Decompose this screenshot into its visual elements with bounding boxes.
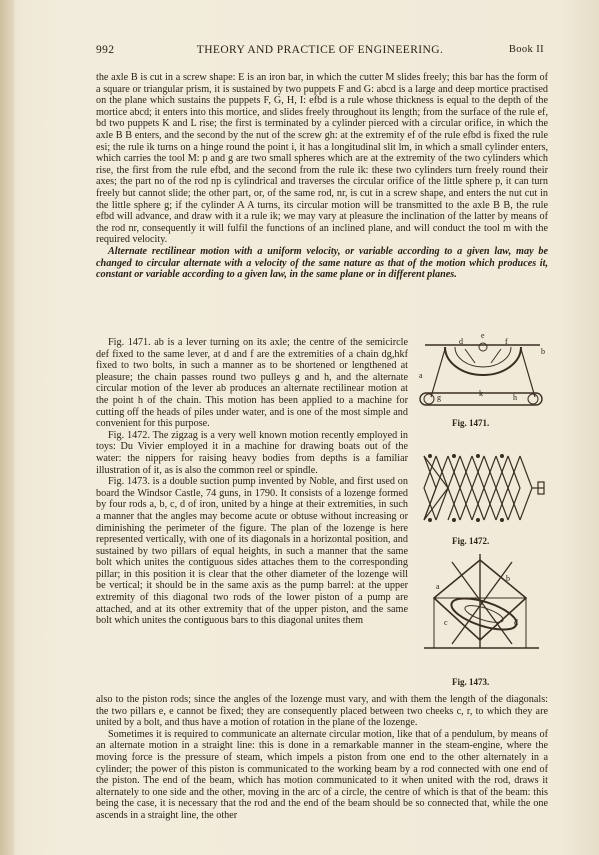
figure-1472-caption: Fig. 1472.	[452, 536, 490, 546]
figure-1473-drawing	[414, 552, 549, 650]
figure-1471	[415, 331, 550, 415]
paragraph: Sometimes it is required to communicate an alternate circular motion, like that of a pendulum, by means of an alternate motion in a straight line: this is done in a remarkable manner in the steam-engine, where the moving force is the pressure of steam, which impels a piston from one end to the other alternately in a cylinder; the power of this piston is communicated to the working beam by a rod connected with one end of the piston. The end of the beam, which has motion communicated to it when united with the rod, draws it alternately to one side and the other, moving in the arc of a circle, the centre of which is that of the beam: this being the case, it is necessary that the rod and the end of the beam should be so connected that, while the one ascends in a straight line, the other	[96, 728, 548, 821]
fig-label: b	[541, 347, 545, 356]
figure-1472-drawing	[418, 448, 548, 530]
fig-label: d	[459, 337, 463, 346]
running-title: THEORY AND PRACTICE OF ENGINEERING.	[196, 44, 444, 56]
fig-label: a	[419, 371, 423, 380]
fig-label: h	[513, 393, 517, 402]
paragraph-fig-1473: Fig. 1473. is a double suction pump invented by Noble, and first used on board the Windsor Castle, 74 guns, in 1790. It consists of a lozenge formed by four rods a, b, c, d of iron, united by a hinge at their extremities, in such a manner that the angles may become acute or obtuse without increasing or diminishing the perimeter of the figure. The plan of the lozenge is here represented vertically, with one of its diagonals in a horizontal position, and sustained by two pillars of equal heights, in such a manner that the same bolt which unites the contiguous sides attaches them to the corresponding pillar; in this position it is clear that the other diameter of the lozenge will be vertical; it should be in the same axis as the pump barrel: at the upper extremity of this diagonal two rods of the lower piston of a pump are attached, and at its other extremity that of the upper piston, and the same bolt which unites the contiguous bars to this diagonal unites them	[96, 476, 408, 627]
paragraph: also to the piston rods; since the angles of the lozenge must vary, and with them the length of the diagonals: the two pillars e, e cannot be fixed; they are consequently placed between two cheeks c, r, to which they are united by a bolt, and thus have a motion of rotation in the plane of the lozenge.	[96, 694, 548, 729]
figure-1471-caption: Fig. 1471.	[452, 418, 490, 428]
fig-label: g	[437, 393, 441, 402]
book-label: Book II	[508, 44, 544, 55]
page-spine-edge	[0, 0, 14, 855]
fig-label: b	[506, 574, 510, 583]
fig-label: e	[481, 331, 485, 340]
figure-1471-drawing	[415, 335, 550, 415]
figure-1473-caption: Fig. 1473.	[452, 677, 490, 687]
paragraph-fig-1471: Fig. 1471. ab is a lever turning on its axle; the centre of the semicircle def fixed to the same lever, at d and f are the extremities of a chain dg,hkf fixed to two bolts, in such a manner as to be shortened or lengthened at pleasure; the chain passes round two pulleys g and h, and the alternate circular motion of the lever ab produces an alternate rectilinear motion at the point h of the chain. This motion has been applied to a machine for cutting off the heads of piles under water, and is one of the most simple and convenient for this purpose.	[96, 337, 408, 430]
fig-label: a	[436, 582, 440, 591]
paragraph: the axle B is cut in a screw shape: E is an iron bar, in which the cutter M slides freely; this bar has the form of a square or triangular prism, it is sustained by two puppets F and G: abcd is a large and deep mortice practised on the plane which sustains the puppets F, G, H, I: efbd is a rule whose thickness is equal to the depth of the mortice abcd; it enters into this mortice, and slides freely throughout its length; from the surface of the rule ef, bd two puppets K and L rise; the first is terminated by a cylinder pierced with a circular orifice, in which the axle B B enters, and the second by the nut of the screw gh: at the extremity ef of the rule efbd is fixed the rule esi; the rule ik turns on a hinge round the point i, it has a longitudinal slit lm, in which a small cylinder enters, which carries the tool M: p and g are two small spheres which are at the extremity of the two cylinders which rise, the first from the rule efbd, and the second from the rule ik: these two cylinders turn freely round their axes; the part no of the rod np is cylindrical and traverses the circular orifice of the little sphere p, it can turn freely but cannot slide; the other part, or, of the same rod, nr, is cut in a screw shape, and enters the nut cut in the little sphere g; if the cylinder A A turns, its circular motion will be transmitted to the axle B B, the rule efbd will advance, and draw with it a rule ik; we may vary at pleasure the inclination of the latter by means of the rod nr, consequently it will fulfil the functions of an inclined plane, and will conduct the tool m with the required velocity.	[96, 72, 548, 246]
text-block-bottom	[96, 694, 548, 822]
figure-1473	[414, 552, 549, 650]
text-block-column	[96, 337, 408, 627]
running-header	[96, 44, 544, 62]
text-block-top	[96, 72, 548, 281]
italic-heading-paragraph: Alternate rectilinear motion with a uniform velocity, or variable according to a given law, may be changed to circular alternate with a velocity of the same nature as that of the motion which produces it, constant or variable according to a given law, in the same plane or in different planes.	[96, 245, 548, 281]
fig-label: d	[514, 618, 518, 627]
fig-label: c	[444, 618, 448, 627]
figure-1472	[418, 448, 548, 530]
fig-label: k	[479, 389, 483, 398]
fig-label: f	[505, 337, 508, 346]
paragraph-fig-1472: Fig. 1472. The zigzag is a very well known motion recently employed in toys: Du Vivier employed it in a machine for drawing boats out of the water: the nippers for raising heavy bodies from depths is a familiar illustration of it, as is also the common reel or spindle.	[96, 429, 408, 476]
page-number: 992	[96, 44, 115, 56]
